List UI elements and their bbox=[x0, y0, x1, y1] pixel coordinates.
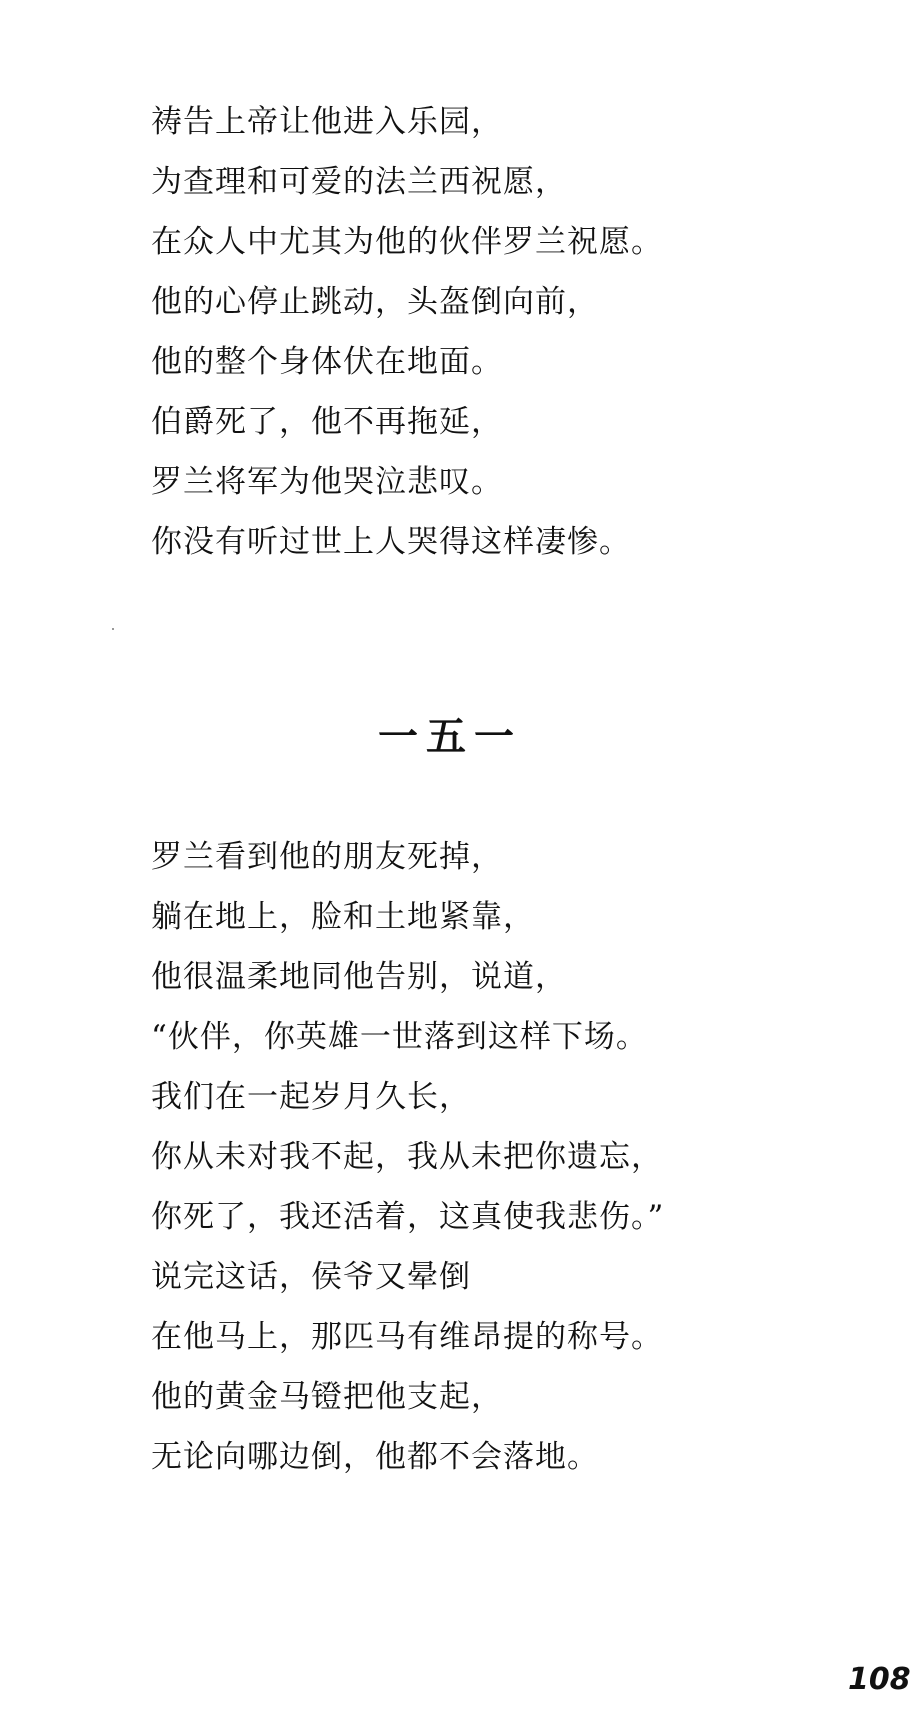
verse-line: 在他马上，那匹马有维昂提的称号。 bbox=[151, 1319, 663, 1355]
verse-line: 他的心停止跳动，头盔倒向前， bbox=[151, 284, 599, 320]
verse-line: 说完这话，侯爷又晕倒 bbox=[151, 1259, 471, 1295]
verse-line: 他很温柔地同他告别，说道， bbox=[151, 959, 567, 995]
verse-line: 为查理和可爱的法兰西祝愿， bbox=[151, 164, 567, 200]
verse-line: 伯爵死了，他不再拖延， bbox=[151, 404, 503, 440]
stanza-2 bbox=[151, 827, 851, 1487]
verse-line: 你从未对我不起，我从未把你遗忘， bbox=[151, 1139, 663, 1175]
verse-line: 罗兰将军为他哭泣悲叹。 bbox=[151, 464, 503, 500]
stanza-1 bbox=[151, 92, 851, 572]
print-speck bbox=[112, 628, 114, 630]
verse-line: 他的黄金马镫把他支起， bbox=[151, 1379, 503, 1415]
verse-line: 躺在地上，脸和土地紧靠， bbox=[151, 899, 535, 935]
verse-line: “伙伴，你英雄一世落到这样下场。 bbox=[151, 1019, 648, 1055]
verse-line: 在众人中尤其为他的伙伴罗兰祝愿。 bbox=[151, 224, 663, 260]
verse-line: 他的整个身体伏在地面。 bbox=[151, 344, 503, 380]
verse-line: 你没有听过世上人哭得这样凄惨。 bbox=[151, 524, 631, 560]
verse-line: 罗兰看到他的朋友死掉， bbox=[151, 839, 503, 875]
verse-line: 你死了，我还活着，这真使我悲伤。” bbox=[151, 1199, 665, 1235]
section-number: 一五一 bbox=[378, 713, 522, 760]
verse-line: 无论向哪边倒，他都不会落地。 bbox=[151, 1439, 599, 1475]
verse-line: 祷告上帝让他进入乐园， bbox=[151, 104, 503, 140]
verse-line: 我们在一起岁月久长， bbox=[151, 1079, 471, 1115]
page-number: 108 bbox=[848, 1662, 911, 1697]
